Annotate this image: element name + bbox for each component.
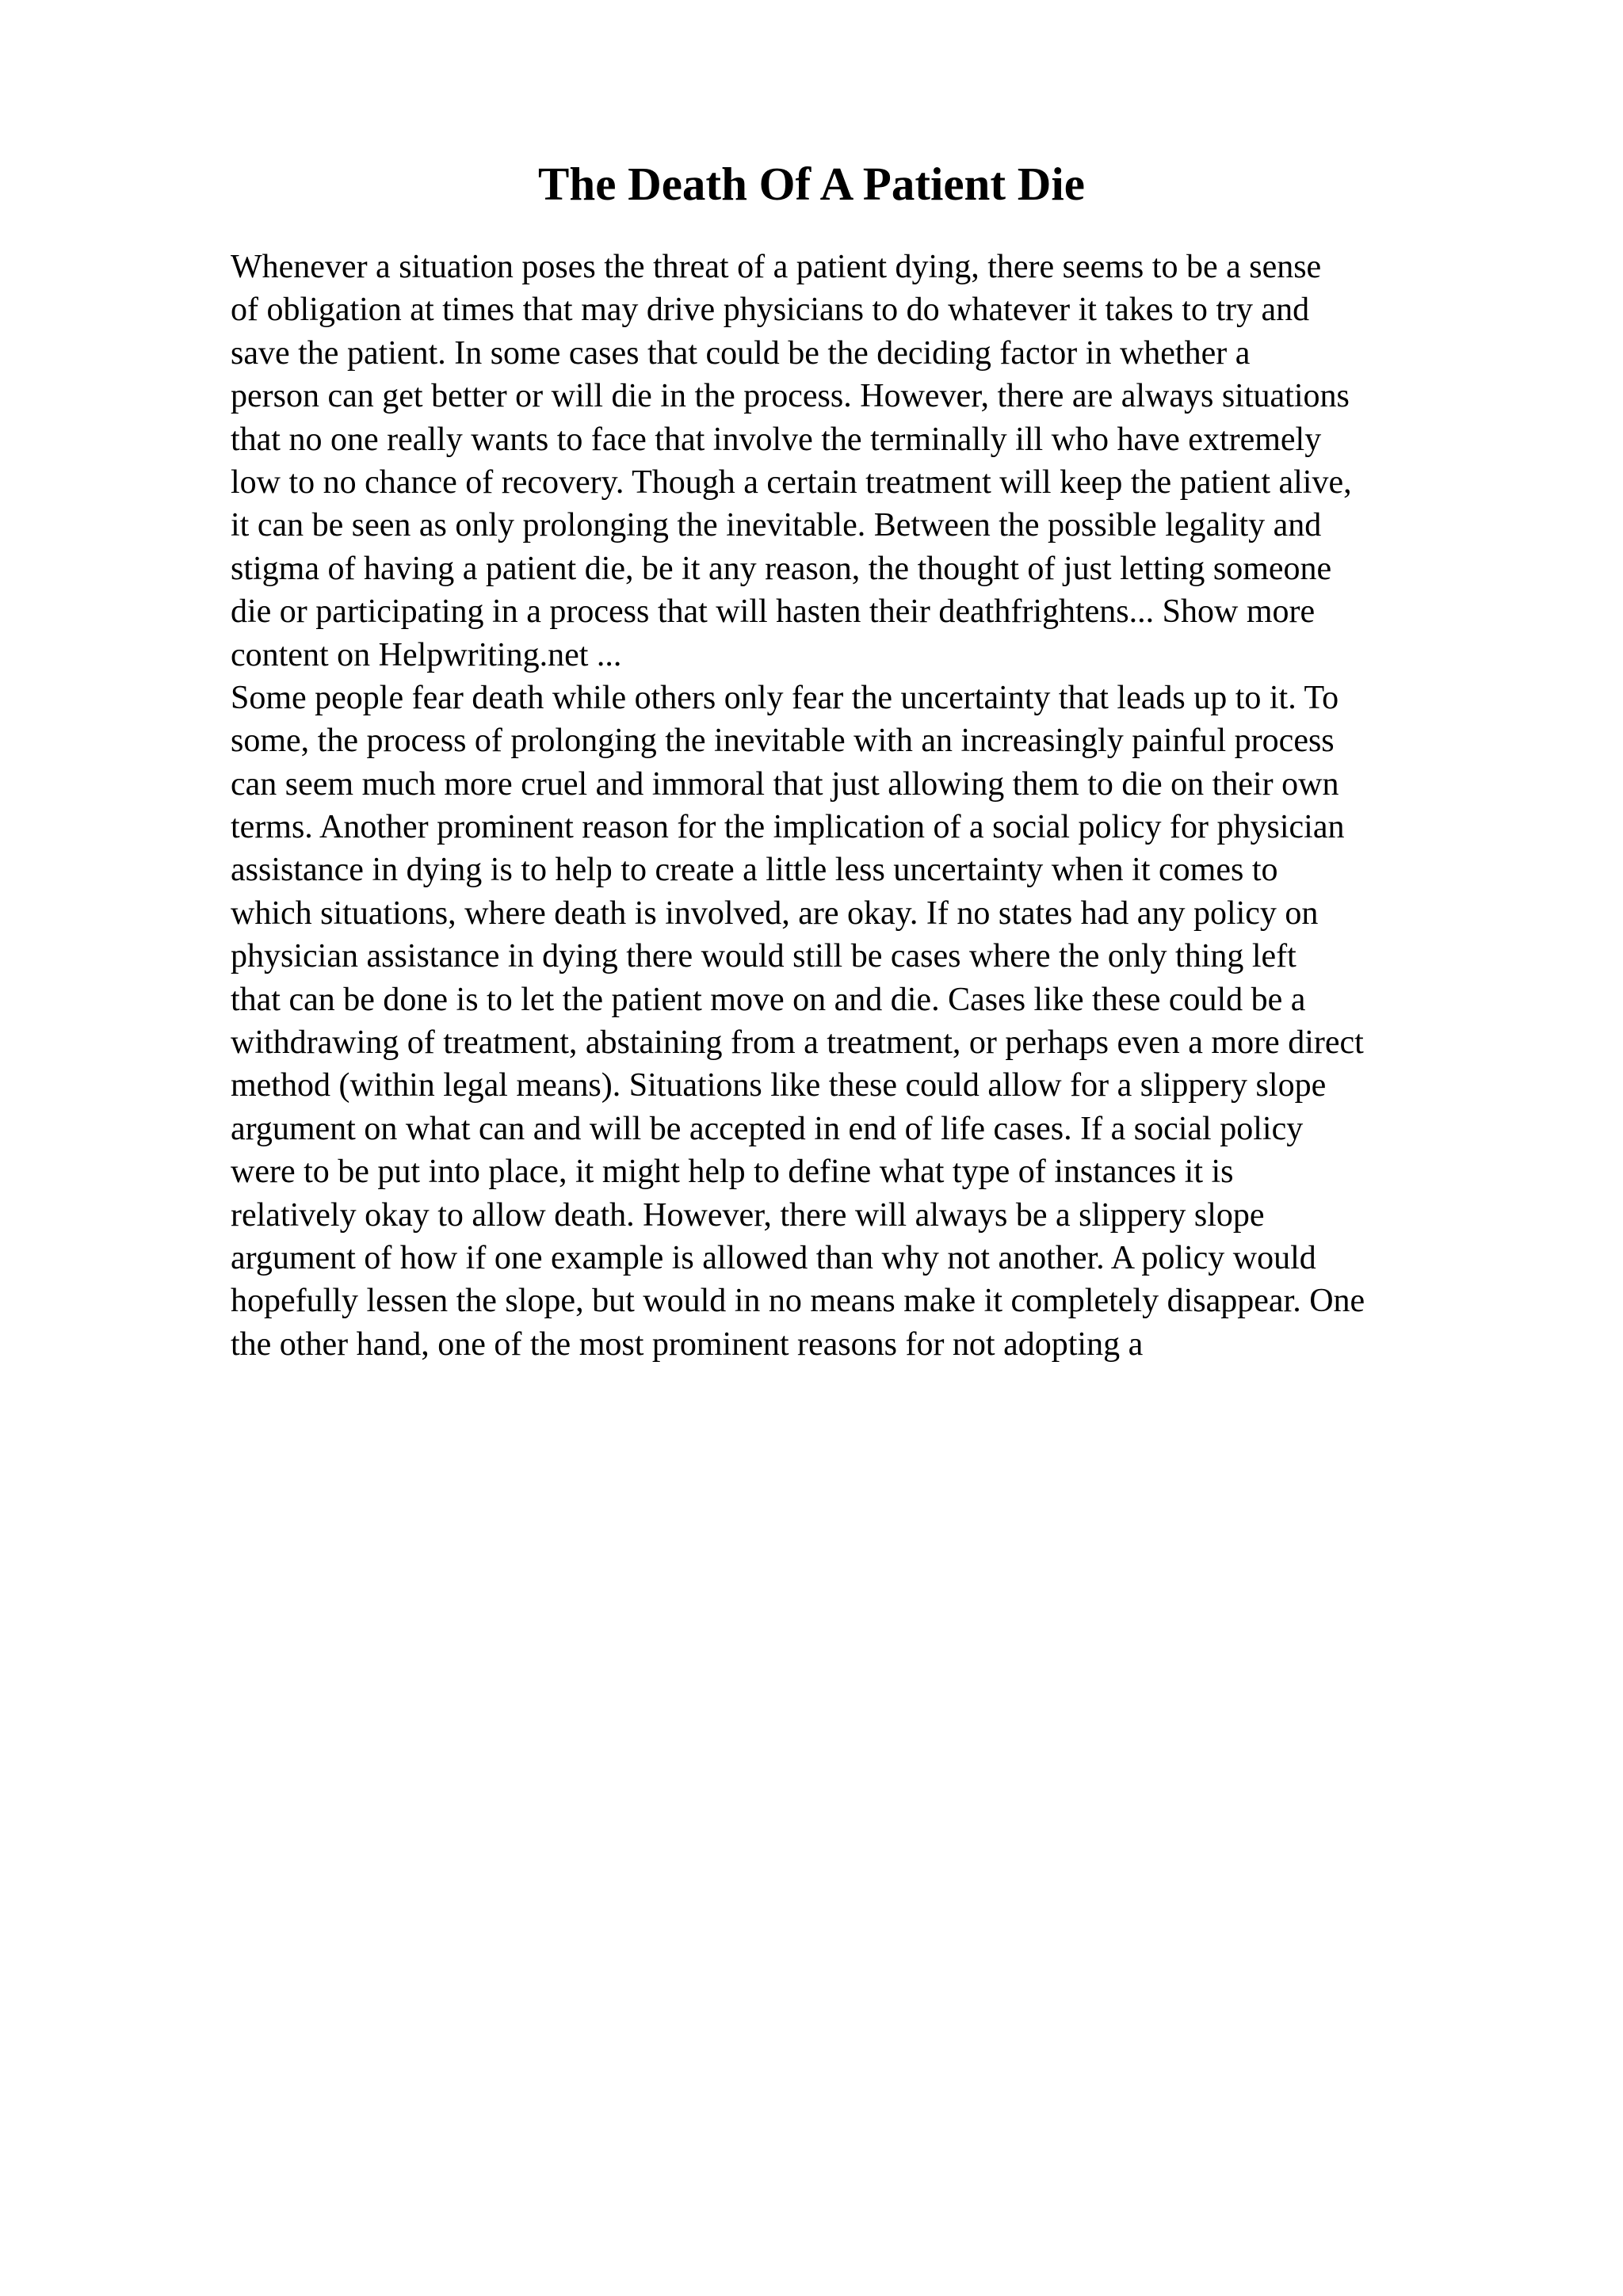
text-line: stigma of having a patient die, be it any reason, the thought of just letting someone bbox=[231, 550, 1332, 587]
text-line: person can get better or will die in the process. However, there are always situations bbox=[231, 378, 1350, 415]
text-line: it can be seen as only prolonging the inevitable. Between the possible legality and bbox=[231, 507, 1322, 544]
text-line: Some people fear death while others only fear the uncertainty that leads up to it. To bbox=[231, 679, 1339, 716]
text-line: that no one really wants to face that involve the terminally ill who have extremely bbox=[231, 421, 1322, 458]
text-line: argument on what can and will be accepted in end of life cases. If a social policy bbox=[231, 1110, 1304, 1147]
text-line: relatively okay to allow death. However, there will always be a slippery slope bbox=[231, 1196, 1265, 1234]
text-line: terms. Another prominent reason for the implication of a social policy for physician bbox=[231, 809, 1345, 846]
text-line: the other hand, one of the most prominent reasons for not adopting a bbox=[231, 1325, 1144, 1363]
text-line: hopefully lessen the slope, but would in no means make it completely disappear. One bbox=[231, 1283, 1365, 1320]
text-line: can seem much more cruel and immoral that just allowing them to die on their own bbox=[231, 765, 1339, 803]
text-line: that can be done is to let the patient move on and die. Cases like these could be a bbox=[231, 981, 1306, 1018]
text-line: content on Helpwriting.net ... bbox=[231, 636, 622, 673]
text-line: were to be put into place, it might help to define what type of instances it is bbox=[231, 1154, 1234, 1191]
text-line: die or participating in a process that will hasten their deathfrightens... Show more bbox=[231, 593, 1316, 631]
text-line: withdrawing of treatment, abstaining from a treatment, or perhaps even a more direct bbox=[231, 1024, 1364, 1062]
text-line: save the patient. In some cases that could be the deciding factor in whether a bbox=[231, 334, 1251, 372]
document-body bbox=[231, 246, 1578, 1366]
text-line: of obligation at times that may drive physicians to do whatever it takes to try and bbox=[231, 292, 1310, 329]
text-line: low to no chance of recovery. Though a certain treatment will keep the patient alive, bbox=[231, 463, 1352, 501]
text-line: physician assistance in dying there would still be cases where the only thing left bbox=[231, 938, 1296, 975]
text-line: Whenever a situation poses the threat of a patient dying, there seems to be a sense bbox=[231, 249, 1322, 285]
text-line: assistance in dying is to help to create a little less uncertainty when it comes to bbox=[231, 852, 1278, 889]
text-line: some, the process of prolonging the inevitable with an increasingly painful process bbox=[231, 723, 1335, 760]
text-line: method (within legal means). Situations like these could allow for a slippery slope bbox=[231, 1067, 1327, 1104]
text-line: argument of how if one example is allowed than why not another. A policy would bbox=[231, 1239, 1316, 1276]
text-line: which situations, where death is involved, are okay. If no states had any policy on bbox=[231, 894, 1319, 932]
document-title: The Death Of A Patient Die bbox=[538, 158, 1085, 210]
